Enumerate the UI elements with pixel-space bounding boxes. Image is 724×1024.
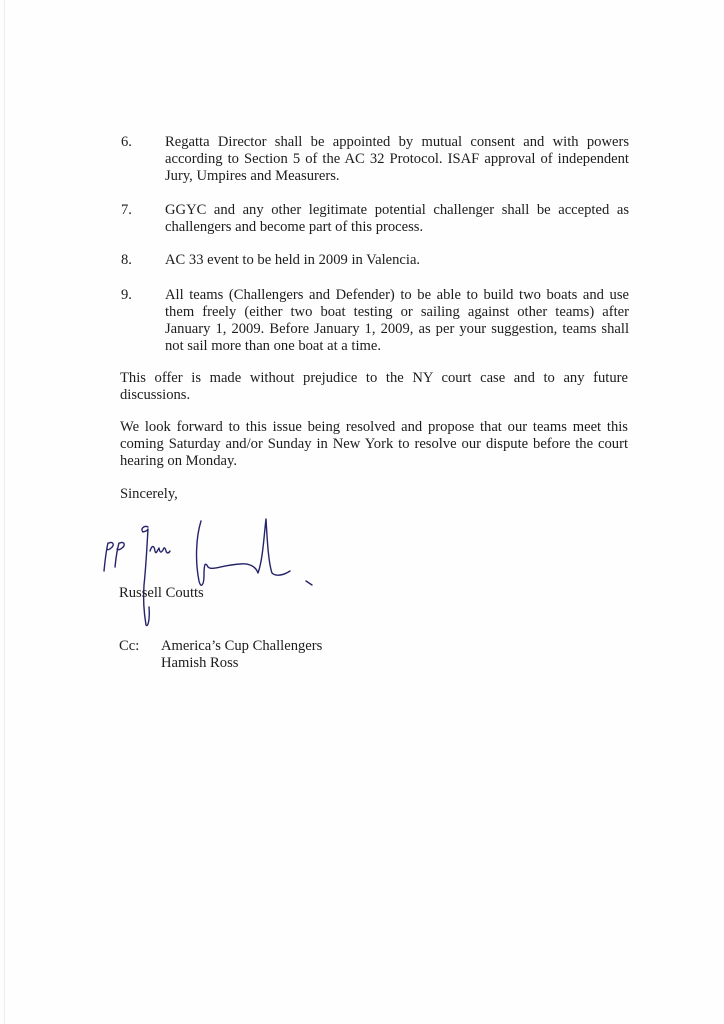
paragraph-meeting-proposal: We look forward to this issue being resolved and propose that our teams meet this coming Saturday and/or Sunday in New York to resolve our dispute before the court hearing on Monday. xyxy=(120,419,628,469)
item-number: 6. xyxy=(121,134,132,150)
cc-label: Cc: xyxy=(119,638,140,654)
cc-recipient: America’s Cup Challengers xyxy=(161,638,323,654)
item-text: GGYC and any other legitimate potential challenger shall be accepted as challengers and become part of this process. xyxy=(165,202,629,235)
closing: Sincerely, xyxy=(120,486,178,502)
scan-edge xyxy=(4,0,5,1024)
item-text: Regatta Director shall be appointed by mutual consent and with powers according to Section 5 of the AC 32 Protocol. ISAF approval of independent Jury, Umpires and Measurers. xyxy=(165,134,629,184)
item-text: All teams (Challengers and Defender) to be able to build two boats and use them freely (either two boat testing or sailing against other teams) after January 1, 2009. Before January 1, 2009, as per your suggestion, teams shall not sail more than one boat at a time. xyxy=(165,287,629,354)
handwritten-signature xyxy=(100,515,340,635)
cc-recipient-list xyxy=(161,638,322,672)
paragraph-without-prejudice: This offer is made without prejudice to the NY court case and to any future discussions. xyxy=(120,370,628,403)
item-number: 7. xyxy=(121,202,132,218)
item-number: 9. xyxy=(121,287,132,303)
item-number: 8. xyxy=(121,252,132,268)
cc-recipient: Hamish Ross xyxy=(161,655,239,671)
signer-name: Russell Coutts xyxy=(119,585,204,601)
item-text: AC 33 event to be held in 2009 in Valencia. xyxy=(165,252,421,268)
